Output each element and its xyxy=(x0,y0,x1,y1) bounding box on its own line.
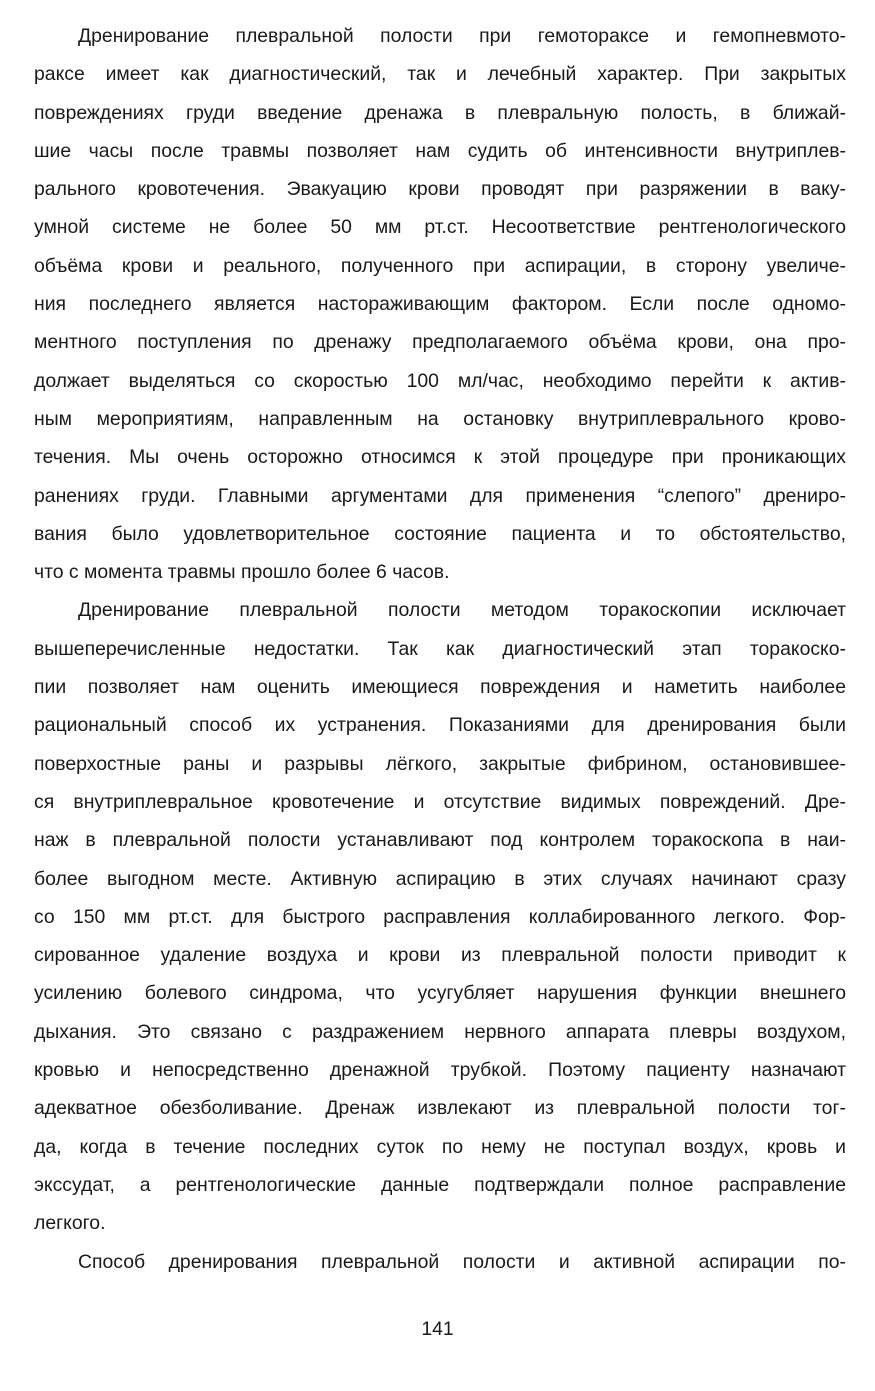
text-line: да, когда в течение последних суток по нему не поступал воздух, кровь и xyxy=(34,1135,846,1158)
text-line: более выгодном месте. Активную аспирацию в этих случаях начинают сразу xyxy=(34,867,846,890)
text-line: экссудат, а рентгенологические данные подтверждали полное расправление xyxy=(34,1173,846,1196)
page-number: 141 xyxy=(421,1318,454,1340)
text-line: ментного поступления по дренажу предполагаемого объёма крови, она про- xyxy=(34,331,846,354)
paragraph-2 xyxy=(34,591,846,1242)
text-line: Дренирование плевральной полости при гемотораксе и гемопневмото- xyxy=(78,25,846,47)
text-line: должает выделяться со скоростью 100 мл/час, необходимо перейти к актив- xyxy=(34,369,846,392)
text-line: сированное удаление воздуха и крови из плевральной полости приводит к xyxy=(34,944,846,967)
text-line: со 150 мм рт.ст. для быстрого расправления коллабированного легкого. Фор- xyxy=(34,905,846,928)
page-body xyxy=(34,17,846,1281)
text-line: что с момента травмы прошло более 6 часов. xyxy=(34,561,450,584)
text-line: умной системе не более 50 мм рт.ст. Несоответствие рентгенологического xyxy=(34,216,846,239)
text-line: ния последнего является настораживающим фактором. Если после одномо- xyxy=(34,293,846,316)
text-line: ранениях груди. Главными аргументами для применения “слепого” дрениро- xyxy=(34,484,846,507)
text-line: поверхостные раны и разрывы лёгкого, закрытые фибрином, остановившее- xyxy=(34,752,846,775)
text-line: раксе имеет как диагностический, так и лечебный характер. При закрытых xyxy=(34,63,846,86)
text-line: ным мероприятиям, направленным на остановку внутриплеврального крово- xyxy=(34,407,846,430)
text-line: вышеперечисленные недостатки. Так как диагностический этап торакоско- xyxy=(34,637,846,660)
text-line: шие часы после травмы позволяет нам судить об интенсивности внутриплев- xyxy=(34,139,846,162)
text-line: усилению болевого синдрома, что усугубляет нарушения функции внешнего xyxy=(34,982,846,1005)
text-line: рациональный способ их устранения. Показаниями для дренирования были xyxy=(34,714,846,737)
text-line: кровью и непосредственно дренажной трубкой. Поэтому пациенту назначают xyxy=(34,1059,846,1082)
text-line: ся внутриплевральное кровотечение и отсутствие видимых повреждений. Дре- xyxy=(34,790,846,813)
text-line: дыхания. Это связано с раздражением нервного аппарата плевры воздухом, xyxy=(34,1020,846,1043)
text-line: наж в плевральной полости устанавливают под контролем торакоскопа в наи- xyxy=(34,829,846,852)
text-line: Способ дренирования плевральной полости и активной аспирации по- xyxy=(78,1250,846,1273)
text-line: легкого. xyxy=(34,1212,106,1235)
text-line: рального кровотечения. Эвакуацию крови проводят при разряжении в ваку- xyxy=(34,178,846,201)
text-line: течения. Мы очень осторожно относимся к этой процедуре при проникающих xyxy=(34,446,846,469)
text-line: адекватное обезболивание. Дренаж извлекают из плевральной полости тог- xyxy=(34,1097,846,1120)
text-line: пии позволяет нам оценить имеющиеся повреждения и наметить наиболее xyxy=(34,676,846,699)
text-line: повреждениях груди введение дренажа в плевральную полость, в ближай- xyxy=(34,101,846,124)
text-line: вания было удовлетворительное состояние пациента и то обстоятельство, xyxy=(34,522,846,545)
paragraph-3 xyxy=(34,1243,846,1281)
text-line: Дренирование плевральной полости методом торакоскопии исключает xyxy=(78,599,846,622)
paragraph-1 xyxy=(34,17,846,591)
text-line: объёма крови и реального, полученного при аспирации, в сторону увеличе- xyxy=(34,254,846,277)
